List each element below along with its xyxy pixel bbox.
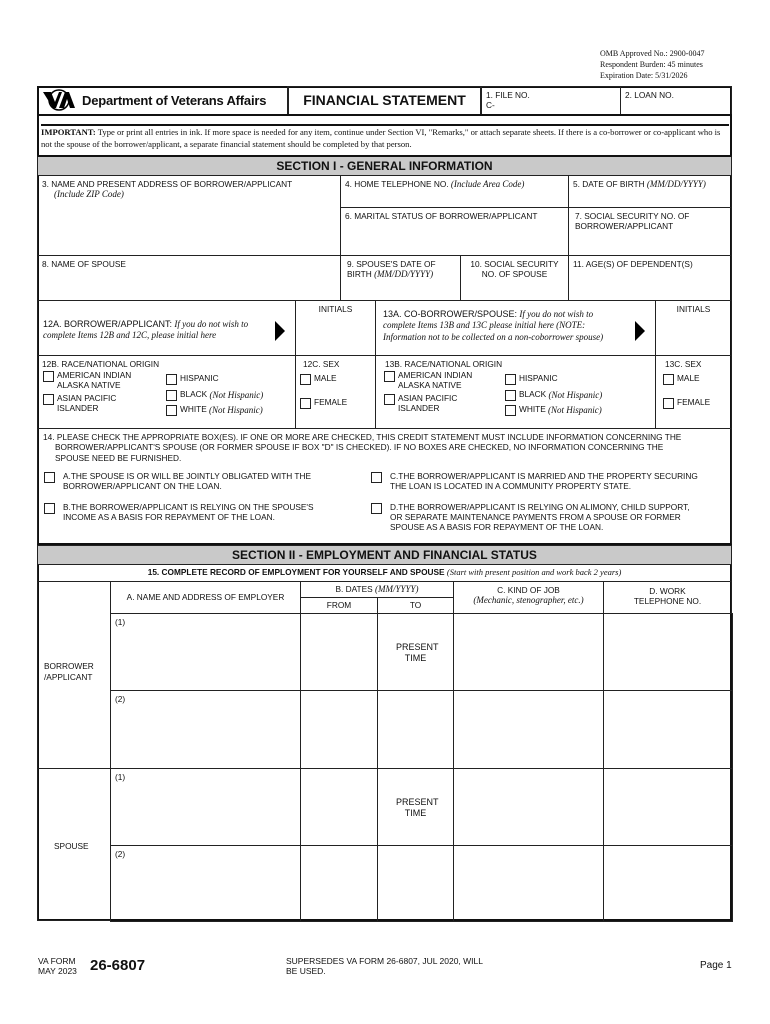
present-time-label: PRESENT TIME [396,797,439,819]
dependents-ages-field[interactable] [568,255,732,301]
race-white-option[interactable] [505,405,602,416]
important-notice [41,124,729,150]
arrow-right-icon [635,321,645,341]
col-dates-header [300,581,454,598]
item13a-label: 13A. CO-BORROWER/SPOUSE: [383,309,518,319]
option-label: BLACK [519,389,547,399]
work-phone-cell[interactable] [603,845,733,922]
footer-va-form: VA FORM [38,956,76,966]
sex-male-option[interactable] [300,374,337,385]
file-number-value: C- [486,100,495,111]
checkbox[interactable] [384,371,395,382]
section-1-header: SECTION I - GENERAL INFORMATION [37,155,732,176]
race-american-indian-option[interactable] [384,371,494,391]
checkbox[interactable] [371,472,382,483]
footer-date: MAY 2023 [38,966,77,976]
item12a-label: 12A. BORROWER/APPLICANT: [43,319,173,329]
checkbox[interactable] [505,405,516,416]
checkbox[interactable] [166,390,177,401]
item12c-label: 12C. SEX [303,359,340,369]
employer-cell[interactable] [110,690,301,769]
present-time-label: PRESENT TIME [396,642,439,664]
option-label: FEMALE [314,397,348,407]
race-asian-option[interactable] [384,394,474,414]
va-logo [42,88,282,112]
section-2-header: SECTION II - EMPLOYMENT AND FINANCIAL STATUS [37,545,732,565]
employer-cell[interactable] [110,768,301,846]
option-label: WHITE [519,404,546,414]
item13c-box [655,355,732,429]
sex-female-option[interactable] [663,398,710,409]
entry-number: (1) [115,772,126,782]
to-date-cell[interactable] [377,613,454,691]
option-label: AMERICAN INDIAN ALASKA NATIVE [57,370,132,390]
col-phone-header [603,581,732,614]
from-date-cell[interactable] [300,690,378,769]
footer-page: Page 1 [700,960,732,971]
footer-form-id [38,956,77,976]
option-note: (Not Hispanic) [548,390,603,400]
from-label: FROM [326,600,352,610]
option-label: ASIAN PACIFIC ISLANDER [398,393,458,413]
col-c-label: C. KIND OF JOB [497,585,560,595]
option-note: (Not Hispanic) [209,405,263,415]
borrower-name-address-field[interactable] [37,175,341,256]
ssn-borrower-field[interactable] [568,207,732,256]
initials-label: INITIALS [318,304,353,314]
work-phone-cell[interactable] [603,768,733,846]
important-lead: IMPORTANT: [41,127,96,137]
entry-number: (2) [115,849,126,859]
option-label: A.THE SPOUSE IS OR WILL BE JOINTLY OBLIGATED WITH THE BORROWER/APPLICANT ON THE LOAN. [63,471,312,491]
from-date-cell[interactable] [300,845,378,922]
spouse-ssn-field[interactable] [460,255,569,301]
race-hispanic-option[interactable] [166,374,219,385]
checkbox[interactable] [505,374,516,385]
work-phone-cell[interactable] [603,690,733,769]
item13b-label: 13B. RACE/NATIONAL ORIGIN [385,359,503,369]
to-date-cell[interactable] [377,690,454,769]
race-asian-option[interactable] [43,394,133,414]
race-white-option[interactable] [166,405,263,416]
item13c-label: 13C. SEX [665,359,702,369]
checkbox[interactable] [663,374,674,385]
item5-note: (MM/DD/YYYY) [646,179,706,189]
option-label: FEMALE [677,397,711,407]
entry-number: (2) [115,694,126,704]
race-american-indian-option[interactable] [43,371,153,391]
col-a-label: A. NAME AND ADDRESS OF EMPLOYER [126,592,285,602]
option-label: D.THE BORROWER/APPLICANT IS RELYING ON ALIMONY, CHILD SUPPORT, OR SEPARATE MAINTENANCE PAYMENTS FROM A SPOUSE OR FORMER SPOUSE AS A BASIS FOR REPAYMENT OF THE LOAN. [390,502,690,532]
work-phone-cell[interactable] [603,613,733,691]
item7-label: 7. SOCIAL SECURITY NO. OF BORROWER/APPLICANT [575,211,690,232]
important-text: Type or print all entries in ink. If more space is needed for any item, continue under Section VI, "Remarks," or attach separate sheets. If there is a co-borrower or co-applicant who is not the spouse of the borrower/applicant, a separate financial statement should be completed by that person. [41,127,721,149]
item5-label: 5. DATE OF BIRTH [573,179,645,189]
divider [37,114,732,116]
option-label: HISPANIC [180,373,219,383]
from-date-cell[interactable] [300,768,378,846]
job-kind-cell[interactable] [453,845,604,922]
checkbox[interactable] [44,472,55,483]
option-label: B.THE BORROWER/APPLICANT IS RELYING ON THE SPOUSE'S INCOME AS A BASIS FOR REPAYMENT OF THE LOAN. [63,502,314,522]
item4-label: 4. HOME TELEPHONE NO. [345,179,449,189]
item11-label: 11. AGE(S) OF DEPENDENT(S) [573,259,693,269]
item3-note: (Include ZIP Code) [54,189,124,200]
item14-option-a[interactable] [44,472,344,492]
item8-label: 8. NAME OF SPOUSE [42,259,126,269]
col-d-label: D. WORK TELEPHONE NO. [633,586,702,607]
footer-form-number: 26-6807 [90,957,146,974]
home-telephone-field[interactable] [340,175,569,208]
race-hispanic-option[interactable] [505,374,558,385]
option-note: (Not Hispanic) [209,390,264,400]
footer-supersedes: SUPERSEDES VA FORM 26-6807, JUL 2020, WILL BE USED. [286,956,483,976]
form-title: FINANCIAL STATEMENT [287,86,482,115]
option-note: (Not Hispanic) [548,405,602,415]
va-seal-icon [42,89,76,111]
item3-label: 3. NAME AND PRESENT ADDRESS OF BORROWER/APPLICANT [42,179,293,189]
race-black-option[interactable] [505,390,602,401]
option-label: WHITE [180,404,207,414]
item12c-box [295,355,376,429]
item12a-box [37,300,296,356]
item12b-label: 12B. RACE/NATIONAL ORIGIN [42,359,160,369]
checkbox[interactable] [505,390,516,401]
checkbox[interactable] [43,371,54,382]
item12a-note: If you do not wish to complete Items 12B and 12C, please initial here [43,319,249,341]
to-date-cell[interactable] [377,768,454,846]
to-date-cell[interactable] [377,845,454,922]
item4-note: (Include Area Code) [450,179,525,189]
option-label: ASIAN PACIFIC ISLANDER [57,393,117,413]
checkbox[interactable] [371,503,382,514]
job-kind-cell[interactable] [453,613,604,691]
col-b-note: (MM/YYYY) [375,584,419,594]
job-kind-cell[interactable] [453,690,604,769]
spouse-label: SPOUSE [54,841,89,851]
item13a-box [375,300,656,356]
checkbox[interactable] [384,394,395,405]
option-label: AMERICAN INDIAN ALASKA NATIVE [398,370,473,390]
option-label: C.THE BORROWER/APPLICANT IS MARRIED AND THE PROPERTY SECURING THE LOAN IS LOCATED IN A COMMUNITY PROPERTY STATE. [390,471,698,491]
spouse-name-field[interactable] [37,255,341,301]
entry-number: (1) [115,617,126,627]
spouse-dob-field[interactable] [340,255,461,301]
initials-label: INITIALS [676,304,711,314]
file-number-field[interactable] [481,86,621,115]
option-label: MALE [314,373,337,383]
col-employer-header [110,581,301,614]
agency-name: Department of Veterans Affairs [82,92,267,108]
borrower-initials-field[interactable] [295,300,376,356]
checkbox[interactable] [663,398,674,409]
date-of-birth-field[interactable] [568,175,732,208]
item6-label: 6. MARITAL STATUS OF BORROWER/APPLICANT [345,211,538,221]
employer-cell[interactable] [110,845,301,922]
race-black-option[interactable] [166,390,263,401]
expiration-date: Expiration Date: 5/31/2026 [600,71,688,80]
checkbox[interactable] [43,394,54,405]
marital-status-field[interactable] [340,207,569,256]
spouse-row-label [37,768,111,921]
loan-number-field[interactable] [620,86,732,115]
item13a-note: If you do not wish to complete Items 13B and 13C please initial here (NOTE: Information not to be collected on a non-coborrower spouse) [383,309,604,342]
item9-label: 9. SPOUSE'S DATE OF BIRTH [347,259,436,280]
omb-number: OMB Approved No.: 2900-0047 [600,49,705,58]
item9-note: (MM/DD/YYYY) [374,269,434,280]
job-kind-cell[interactable] [453,768,604,846]
option-label: MALE [677,373,700,383]
borrower-label: BORROWER /APPLICANT [44,661,94,682]
option-label: HISPANIC [519,373,558,383]
sex-female-option[interactable] [300,398,347,409]
sex-male-option[interactable] [663,374,700,385]
col-b-label: B. DATES [335,584,373,594]
col-from-header [300,597,378,614]
col-to-header [377,597,454,614]
from-date-cell[interactable] [300,613,378,691]
item10-label: 10. SOCIAL SECURITY NO. OF SPOUSE [470,259,559,280]
checkbox[interactable] [300,374,311,385]
item14-option-c[interactable] [371,472,711,492]
checkbox[interactable] [166,405,177,416]
item15-note: (Start with present position and work back 2 years) [446,567,622,577]
omb-info [600,48,704,81]
item15-label: 15. COMPLETE RECORD OF EMPLOYMENT FOR YOURSELF AND SPOUSE [147,567,445,577]
checkbox[interactable] [166,374,177,385]
item14-option-b[interactable] [44,503,344,523]
item14-option-d[interactable] [371,503,701,533]
to-label: TO [409,600,422,610]
employer-cell[interactable] [110,613,301,691]
respondent-burden: Respondent Burden: 45 minutes [600,60,703,69]
coborrower-initials-field[interactable] [655,300,732,356]
col-job-header [453,581,604,614]
checkbox[interactable] [300,398,311,409]
item14-text: 14. PLEASE CHECK THE APPROPRIATE BOX(ES). IF ONE OR MORE ARE CHECKED, THIS CREDIT STATEMENT MUST INCLUDE INFORMATION CONCERNING THE BORROWER/APPLICANT'S SPOUSE (OR FORMER SPOUSE IF BOX "D" IS CHECKED). IF NO BOXES ARE CHECKED, NO INFORMATION CONCERNING THE SPOUSE NEED BE FURNISHED. [43,432,682,463]
checkbox[interactable] [44,503,55,514]
arrow-right-icon [275,321,285,341]
item15-header [37,564,732,582]
file-number-label: 1. FILE NO. [486,90,530,100]
borrower-row-label [37,581,111,769]
option-label: BLACK [180,389,208,399]
loan-number-label: 2. LOAN NO. [625,90,674,100]
col-c-note: (Mechanic, stenographer, etc.) [473,595,584,606]
